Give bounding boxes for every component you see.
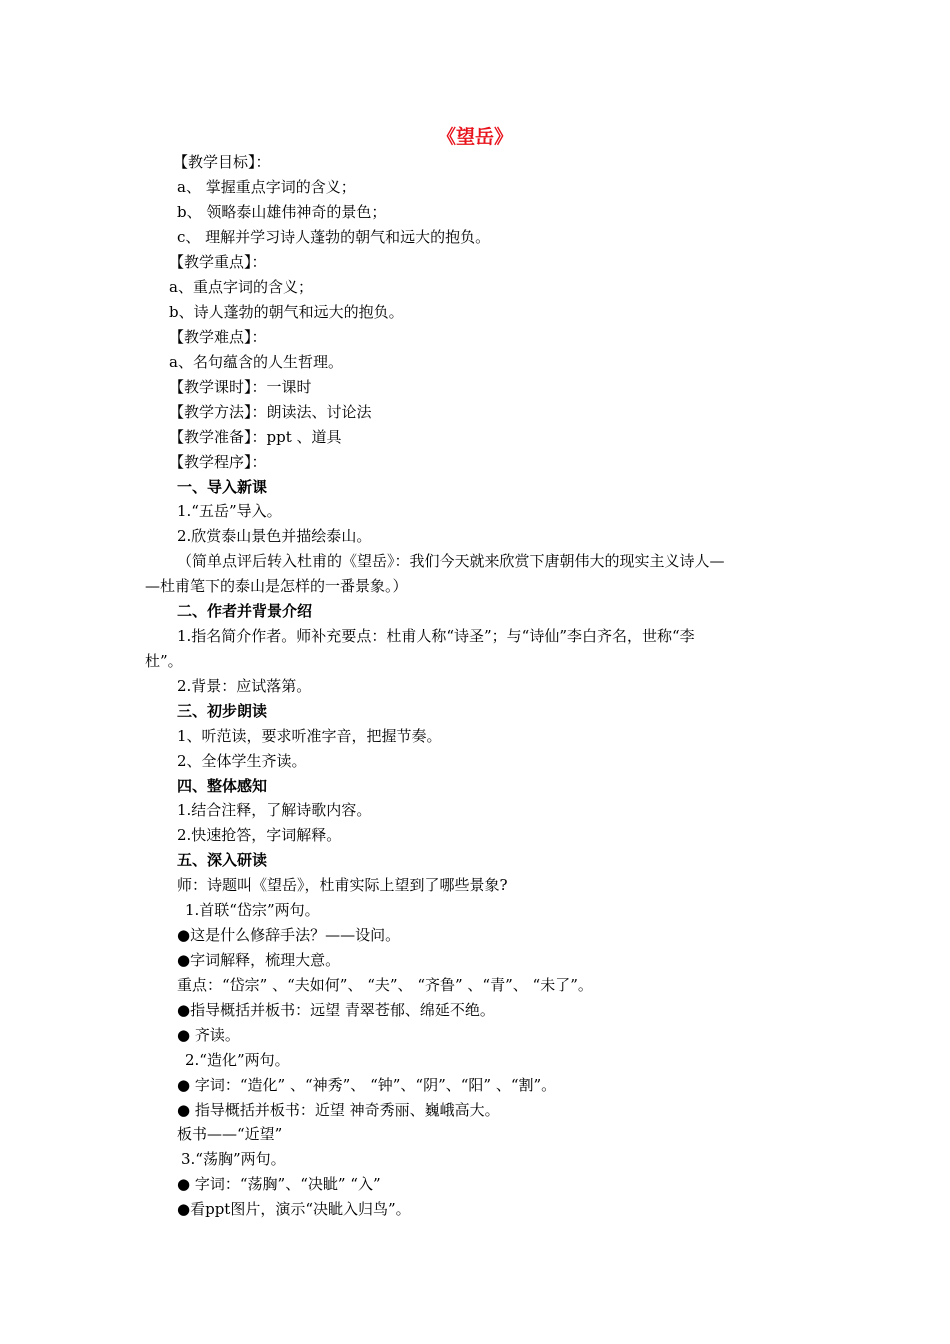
section-heading-procedure: 【教学程序】： <box>169 453 267 471</box>
paragraph-line: 重点：“岱宗” 、“夫如何”、 “夫”、 “齐鲁” 、“青”、 “未了”。 <box>177 976 593 994</box>
difficulty-a: a、名句蕴含的人生哲理。 <box>169 353 343 371</box>
section-heading-difficulties: 【教学难点】： <box>169 328 267 346</box>
paragraph-line: 杜”。 <box>145 652 183 670</box>
objective-item-b: b、 领略泰山雄伟神奇的景色； <box>177 203 387 221</box>
bullet-line: ●字词解释，梳理大意。 <box>177 951 341 969</box>
part-heading-1: 一、导入新课 <box>177 478 268 496</box>
bullet-line: ●这是什么修辞手法？——设问。 <box>177 926 401 944</box>
bullet-line: ●看ppt图片，演示“决眦入归鸟”。 <box>177 1200 411 1218</box>
paragraph-line: 板书——“近望” <box>177 1125 283 1143</box>
paragraph-line: 1.“五岳”导入。 <box>177 502 282 520</box>
part-heading-2: 二、作者并背景介绍 <box>177 602 313 620</box>
section-heading-objectives: 【教学目标】： <box>173 153 271 171</box>
paragraph-line: 1.首联“岱宗”两句。 <box>185 901 320 919</box>
class-hours-line: 【教学课时】：一课时 <box>169 378 312 396</box>
key-point-a: a、重点字词的含义； <box>169 278 313 296</box>
part-heading-4: 四、整体感知 <box>177 777 268 795</box>
paragraph-line: （简单点评后转入杜甫的《望岳》：我们今天就来欣赏下唐朝伟大的现实主义诗人— <box>177 552 725 570</box>
part-heading-5: 五、深入研读 <box>177 851 268 869</box>
bullet-line: ●指导概括并板书：远望 青翠苍郁、绵延不绝。 <box>177 1001 495 1019</box>
part-heading-3: 三、初步朗读 <box>177 702 268 720</box>
paragraph-line: 1.指名简介作者。师补充要点：杜甫人称“诗圣”；与“诗仙”李白齐名，世称“李 <box>177 627 695 645</box>
key-point-b: b、诗人蓬勃的朝气和远大的抱负。 <box>169 303 404 321</box>
paragraph-line: 2、全体学生齐读。 <box>177 752 307 770</box>
teaching-methods-line: 【教学方法】：朗读法、讨论法 <box>169 403 372 421</box>
bullet-line: ● 字词：“造化” 、“神秀”、 “钟”、“阴”、“阳” 、“割”。 <box>177 1076 557 1094</box>
objective-item-a: a、 掌握重点字词的含义； <box>177 178 356 196</box>
paragraph-line: 3.“荡胸”两句。 <box>181 1150 286 1168</box>
paragraph-line: 2.“造化”两句。 <box>185 1051 290 1069</box>
objective-item-c: c、 理解并学习诗人蓬勃的朝气和远大的抱负。 <box>177 228 491 246</box>
paragraph-line: 2.快速抢答，字词解释。 <box>177 826 342 844</box>
bullet-line: ● 字词：“荡胸”、“决眦” “入” <box>177 1175 381 1193</box>
paragraph-line: 1.结合注释，了解诗歌内容。 <box>177 801 372 819</box>
paragraph-line: 2.背景：应试落第。 <box>177 677 312 695</box>
teaching-prep-line: 【教学准备】：ppt 、道具 <box>169 428 342 446</box>
document-title: 《望岳》 <box>436 126 513 148</box>
paragraph-line: 师：诗题叫《望岳》，杜甫实际上望到了哪些景象? <box>177 876 508 894</box>
bullet-line: ● 齐读。 <box>177 1026 240 1044</box>
bullet-line: ● 指导概括并板书：近望 神奇秀丽、巍峨高大。 <box>177 1101 500 1119</box>
paragraph-line: —杜甫笔下的泰山是怎样的一番景象。） <box>145 577 408 595</box>
paragraph-line: 2.欣赏泰山景色并描绘泰山。 <box>177 527 372 545</box>
section-heading-key-points: 【教学重点】： <box>169 253 267 271</box>
paragraph-line: 1、听范读，要求听准字音，把握节奏。 <box>177 727 442 745</box>
